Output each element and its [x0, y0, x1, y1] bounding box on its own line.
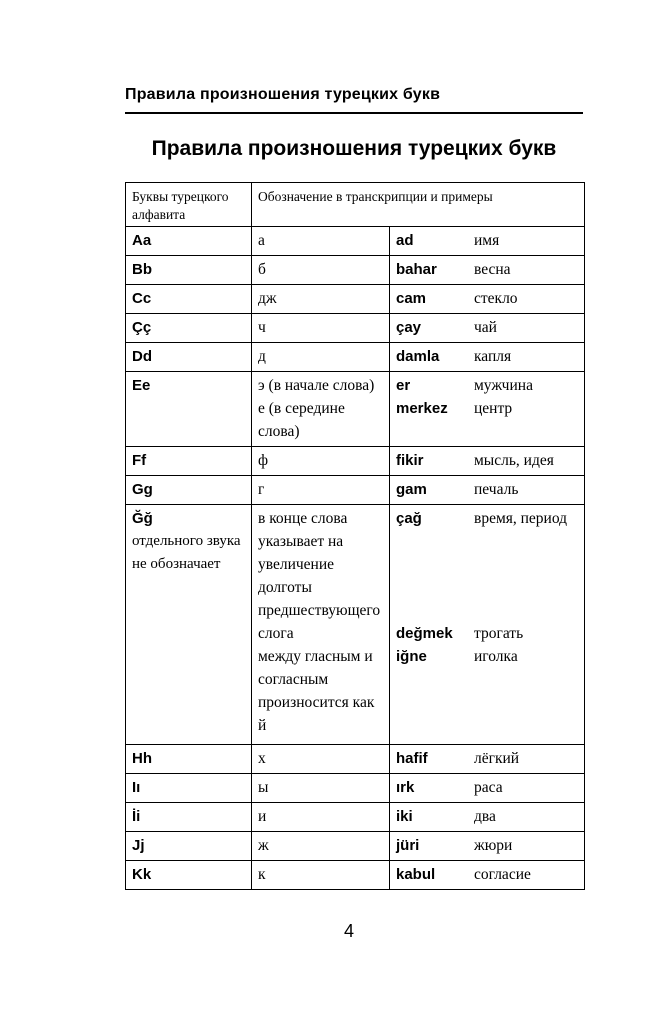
running-head: Правила произношения турецких букв [125, 86, 441, 103]
translation: лёгкий [474, 750, 520, 767]
example-line [396, 397, 578, 420]
examples-cell [390, 832, 585, 861]
turkish-word: değmek [396, 625, 453, 642]
examples-cell [390, 745, 585, 774]
example-line [396, 287, 578, 310]
examples [396, 507, 578, 668]
transcription-cell [252, 343, 390, 372]
transcription-cell [252, 227, 390, 256]
letter: Gg [132, 481, 153, 498]
letter-cell [126, 372, 252, 447]
letter: Dd [132, 348, 152, 365]
pronunciation-table [125, 182, 585, 890]
letter-cell [126, 803, 252, 832]
translation: имя [474, 232, 500, 249]
header-transcription: Обозначение в транскрипции и примеры [252, 183, 585, 227]
example-line [396, 229, 578, 252]
letter: Kk [132, 866, 152, 883]
examples-cell [390, 372, 585, 447]
turkish-word: jüri [396, 837, 420, 854]
table-row [126, 256, 585, 285]
header-letters: Буквы турецкого алфавита [126, 183, 252, 227]
transcription: ф [258, 452, 269, 469]
transcription: в конце слова указывает на увеличение долготы предшествующего слога [258, 510, 381, 642]
turkish-word: çay [396, 319, 422, 336]
page-title: Правила произношения турецких букв [151, 137, 557, 160]
transcription-cell [252, 803, 390, 832]
letter-cell [126, 832, 252, 861]
letter-cell [126, 861, 252, 890]
examples [396, 229, 578, 252]
table-row [126, 803, 585, 832]
letter: Hh [132, 750, 152, 767]
table-row [126, 372, 585, 447]
table-row [126, 476, 585, 505]
examples-spacer [396, 530, 578, 622]
transcription: ж [258, 837, 269, 854]
letter: Bb [132, 261, 152, 278]
letter-cell [126, 343, 252, 372]
example-line [396, 645, 578, 668]
table-row [126, 861, 585, 890]
transcription-cell [252, 832, 390, 861]
letter-cell [126, 285, 252, 314]
example-line [396, 834, 578, 857]
example-line [396, 449, 578, 472]
translation: печаль [474, 481, 519, 498]
translation: два [474, 808, 496, 825]
turkish-word: ırk [396, 779, 415, 796]
example-line [396, 805, 578, 828]
example-line [396, 747, 578, 770]
transcription: г [258, 481, 265, 498]
turkish-word: gam [396, 481, 427, 498]
translation: жюри [474, 837, 513, 854]
letter: Jj [132, 837, 145, 854]
examples-cell [390, 447, 585, 476]
table-row [126, 314, 585, 343]
examples [396, 316, 578, 339]
table-row [126, 505, 585, 745]
translation: центр [474, 400, 513, 417]
turkish-word: iğne [396, 648, 427, 665]
transcription: э (в начале слова) е (в середине слова) [258, 377, 375, 440]
letter-cell [126, 227, 252, 256]
letter-cell [126, 314, 252, 343]
turkish-word: fikir [396, 452, 424, 469]
translation: стекло [474, 290, 518, 307]
transcription-cell [252, 745, 390, 774]
translation: мысль, идея [474, 452, 554, 469]
letter: Cc [132, 290, 152, 307]
translation: весна [474, 261, 511, 278]
transcription-cell [252, 476, 390, 505]
examples [396, 863, 578, 886]
letter-cell [126, 774, 252, 803]
transcription: д [258, 348, 266, 365]
translation: трогать [474, 625, 524, 642]
examples-cell [390, 314, 585, 343]
examples [396, 287, 578, 310]
turkish-word: merkez [396, 400, 448, 417]
turkish-word: cam [396, 290, 427, 307]
turkish-word: çağ [396, 510, 422, 527]
turkish-word: er [396, 377, 411, 394]
turkish-word: hafif [396, 750, 428, 767]
examples [396, 747, 578, 770]
example-line [396, 478, 578, 501]
transcription-cell [252, 447, 390, 476]
transcription-cell [252, 372, 390, 447]
transcription-cell [252, 774, 390, 803]
table-row [126, 832, 585, 861]
examples-cell [390, 861, 585, 890]
examples-cell [390, 774, 585, 803]
transcription-second: между гласным и согласным произносится как й [258, 648, 375, 734]
transcription: ы [258, 779, 269, 796]
examples-cell [390, 505, 585, 745]
turkish-word: ad [396, 232, 414, 249]
examples-cell [390, 256, 585, 285]
transcription-cell [252, 861, 390, 890]
examples [396, 449, 578, 472]
transcription: а [258, 232, 265, 249]
transcription: б [258, 261, 266, 278]
examples-cell [390, 803, 585, 832]
example-line [396, 374, 578, 397]
translation: время, период [474, 510, 568, 527]
transcription: к [258, 866, 266, 883]
letter: Aa [132, 232, 152, 249]
letter: Ğğ [132, 510, 153, 527]
examples [396, 374, 578, 420]
table-row [126, 745, 585, 774]
example-line [396, 622, 578, 645]
turkish-word: kabul [396, 866, 436, 883]
translation: раса [474, 779, 503, 796]
turkish-word: iki [396, 808, 413, 825]
table-header-row [126, 183, 585, 227]
letter-note: отдельного звука не обозначает [132, 533, 241, 572]
transcription: и [258, 808, 267, 825]
letter: Iı [132, 779, 141, 796]
turkish-word: bahar [396, 261, 437, 278]
example-line [396, 776, 578, 799]
transcription-cell [252, 285, 390, 314]
table-row [126, 447, 585, 476]
translation: мужчина [474, 377, 533, 394]
letter-cell [126, 256, 252, 285]
turkish-word: damla [396, 348, 440, 365]
examples [396, 345, 578, 368]
transcription: ч [258, 319, 266, 336]
examples [396, 776, 578, 799]
translation: согласие [474, 866, 531, 883]
examples [396, 805, 578, 828]
transcription-cell [252, 505, 390, 745]
transcription-cell [252, 314, 390, 343]
transcription-cell [252, 256, 390, 285]
translation: чай [474, 319, 497, 336]
letter-cell [126, 505, 252, 745]
table-row [126, 343, 585, 372]
table-row [126, 774, 585, 803]
example-line [396, 863, 578, 886]
example-line [396, 316, 578, 339]
examples [396, 834, 578, 857]
examples [396, 478, 578, 501]
letter-cell [126, 447, 252, 476]
examples [396, 258, 578, 281]
examples-cell [390, 227, 585, 256]
letter: Ee [132, 377, 151, 394]
letter: Çç [132, 319, 152, 336]
transcription: дж [258, 290, 277, 307]
page-number: 4 [344, 921, 355, 941]
example-line [396, 507, 578, 530]
examples-cell [390, 343, 585, 372]
translation: иголка [474, 648, 518, 665]
letter: İi [132, 808, 141, 825]
letter: Ff [132, 452, 147, 469]
example-line [396, 345, 578, 368]
examples-cell [390, 476, 585, 505]
examples-cell [390, 285, 585, 314]
transcription: х [258, 750, 266, 767]
example-line [396, 258, 578, 281]
translation: капля [474, 348, 512, 365]
letter-cell [126, 745, 252, 774]
table-row [126, 227, 585, 256]
header-rule [125, 112, 583, 114]
table-row [126, 285, 585, 314]
letter-cell [126, 476, 252, 505]
